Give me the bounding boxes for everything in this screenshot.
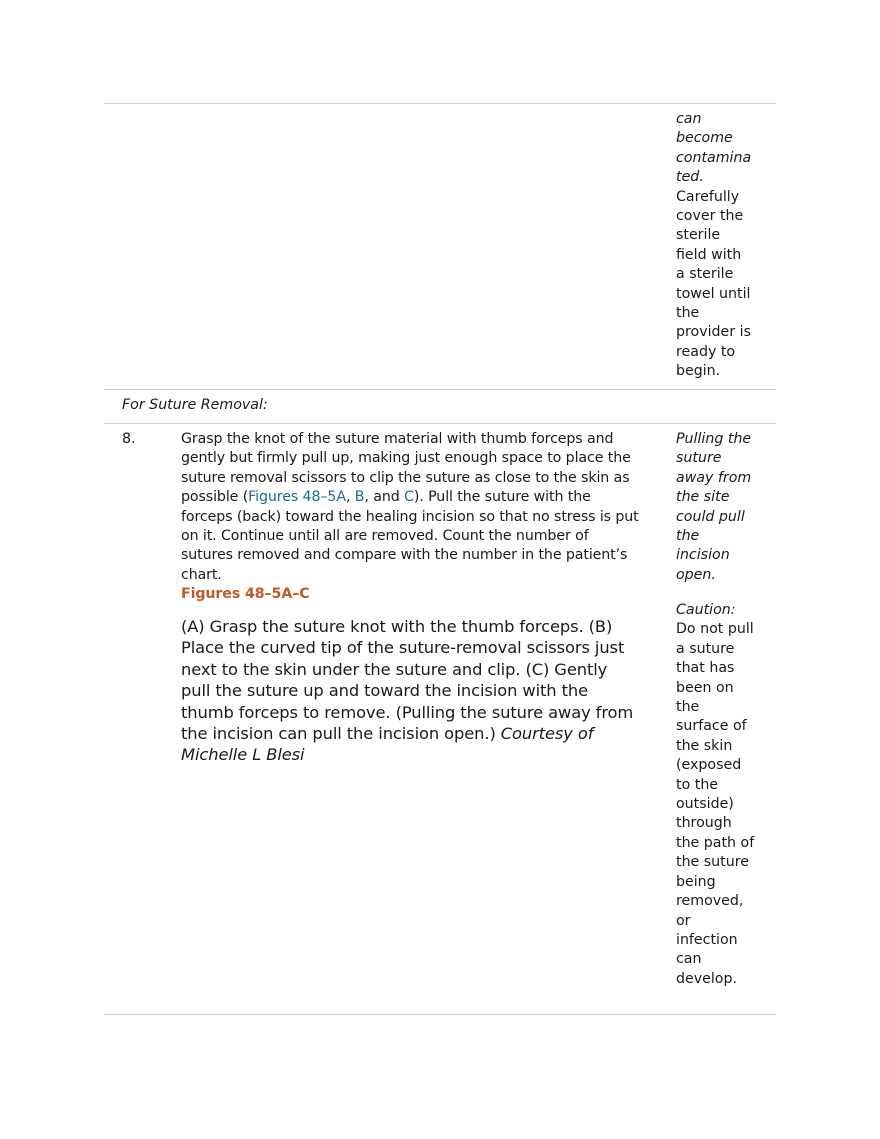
step-instruction xyxy=(181,430,641,605)
row-divider xyxy=(104,423,776,424)
link-separator: , and xyxy=(364,489,405,506)
rationale-italic-text: Pulling the suture away from the site could pull the incision open. xyxy=(676,431,752,583)
step-rationale xyxy=(676,430,764,585)
caption-credit: Courtesy of Michelle L Blesi xyxy=(181,724,594,765)
caution-note xyxy=(676,601,764,989)
step-number: 8. xyxy=(122,431,136,447)
section-label: For Suture Removal: xyxy=(122,397,268,413)
step-text-part1: Grasp the knot of the suture material with thumb forceps and gently but firmly pull up, making just enough space to place the suture removal scissors to clip the suture as close to the skin as possible ( xyxy=(181,431,631,506)
top-row-rationale xyxy=(676,110,764,382)
link-separator: , xyxy=(345,489,355,506)
figure-caption xyxy=(181,616,641,766)
row-divider xyxy=(104,389,776,390)
table-top-rule xyxy=(104,103,776,104)
caution-label: Caution: xyxy=(676,602,736,618)
figure-link-c[interactable]: C xyxy=(404,489,414,506)
rationale-italic-text: can become contamina ted. xyxy=(676,111,752,186)
figure-title: Figures 48–5A–C xyxy=(181,586,310,603)
caution-text: Do not pull a suture that has been on the surface of the skin (exposed to the outside) through the path of the suture being removed, or infection can develop. xyxy=(676,621,755,987)
table-bottom-rule xyxy=(104,1014,776,1015)
figure-link-a[interactable]: Figures 48–5A xyxy=(248,489,346,506)
figure-link-b[interactable]: B xyxy=(354,489,365,506)
rationale-text: Carefully cover the sterile field with a sterile towel until the provider is ready to begin. xyxy=(676,188,751,380)
step-text-part2: ). Pull the suture with the forceps (back) toward the healing incision so that no stress is put on it. Continue until all are removed. Count the number of sutures removed and compare with the number in the patient’s chart. xyxy=(181,489,639,583)
caption-text: (A) Grasp the suture knot with the thumb forceps. (B) Place the curved tip of the suture-removal scissors just next to the skin under the suture and clip. (C) Gently pull the suture up and toward the incision with the thumb forceps to remove. (Pulling the suture away from the incision can pull the incision open.) xyxy=(181,617,634,744)
